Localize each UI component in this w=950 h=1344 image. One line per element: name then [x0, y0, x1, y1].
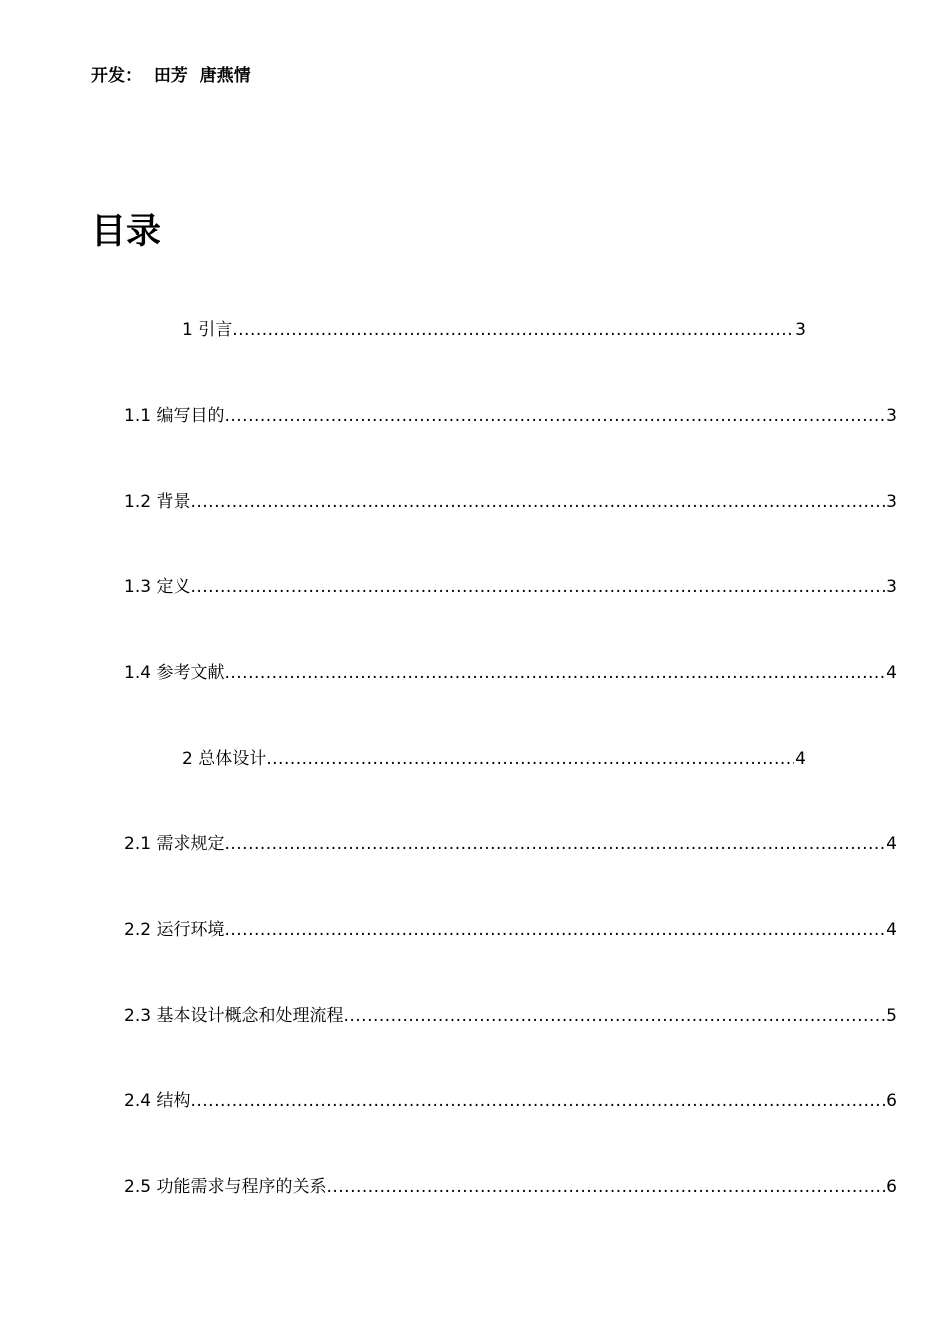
toc-dot-leader — [224, 918, 885, 942]
toc-entry-page: 3 — [886, 492, 897, 512]
toc-dot-leader — [343, 1004, 885, 1028]
toc-dot-leader — [190, 1089, 885, 1113]
toc-entry-page: 6 — [886, 1177, 897, 1197]
toc-entry-label: 1.3 定义 — [124, 577, 191, 597]
toc-entry-2-5[interactable] — [124, 1175, 897, 1199]
toc-entry-label: 2.2 运行环境 — [124, 920, 225, 940]
toc-entry-page: 3 — [886, 577, 897, 597]
toc-entry-label: 1.1 编写目的 — [124, 406, 225, 426]
toc-entry-label: 1.2 背景 — [124, 492, 191, 512]
toc-entry-2-2[interactable] — [124, 918, 897, 942]
developer-credit: 开发： 田芳 唐燕情 — [91, 66, 251, 86]
toc-dot-leader — [190, 490, 885, 514]
toc-entry-1-4[interactable] — [124, 661, 897, 685]
toc-entry-1-1[interactable] — [124, 404, 897, 428]
toc-entry-page: 5 — [886, 1006, 897, 1026]
toc-dot-leader — [232, 318, 794, 342]
toc-dot-leader — [190, 575, 885, 599]
toc-entry-2-1[interactable] — [124, 832, 897, 856]
toc-dot-leader — [326, 1175, 885, 1199]
toc-entry-1[interactable] — [182, 318, 806, 342]
toc-entry-page: 3 — [886, 406, 897, 426]
toc-entry-label: 2.4 结构 — [124, 1091, 191, 1111]
toc-dot-leader — [224, 832, 885, 856]
toc-dot-leader — [224, 404, 885, 428]
toc-entry-label: 1 引言 — [182, 320, 233, 340]
toc-entry-page: 4 — [886, 663, 897, 683]
toc-dot-leader — [224, 661, 885, 685]
toc-entry-2-4[interactable] — [124, 1089, 897, 1113]
toc-entry-page: 3 — [795, 320, 806, 340]
toc-entry-page: 4 — [795, 749, 806, 769]
toc-entry-page: 4 — [886, 920, 897, 940]
toc-entry-page: 4 — [886, 834, 897, 854]
toc-title: 目录 — [91, 212, 162, 252]
toc-entry-2-3[interactable] — [124, 1004, 897, 1028]
toc-entry-label: 2.5 功能需求与程序的关系 — [124, 1177, 327, 1197]
toc-entry-label: 2.3 基本设计概念和处理流程 — [124, 1006, 344, 1026]
toc-entry-label: 2.1 需求规定 — [124, 834, 225, 854]
toc-entry-label: 1.4 参考文献 — [124, 663, 225, 683]
toc-dot-leader — [266, 747, 794, 771]
toc-entry-2[interactable] — [182, 747, 806, 771]
toc-entry-page: 6 — [886, 1091, 897, 1111]
toc-entry-1-3[interactable] — [124, 575, 897, 599]
toc-entry-1-2[interactable] — [124, 490, 897, 514]
toc-entry-label: 2 总体设计 — [182, 749, 267, 769]
